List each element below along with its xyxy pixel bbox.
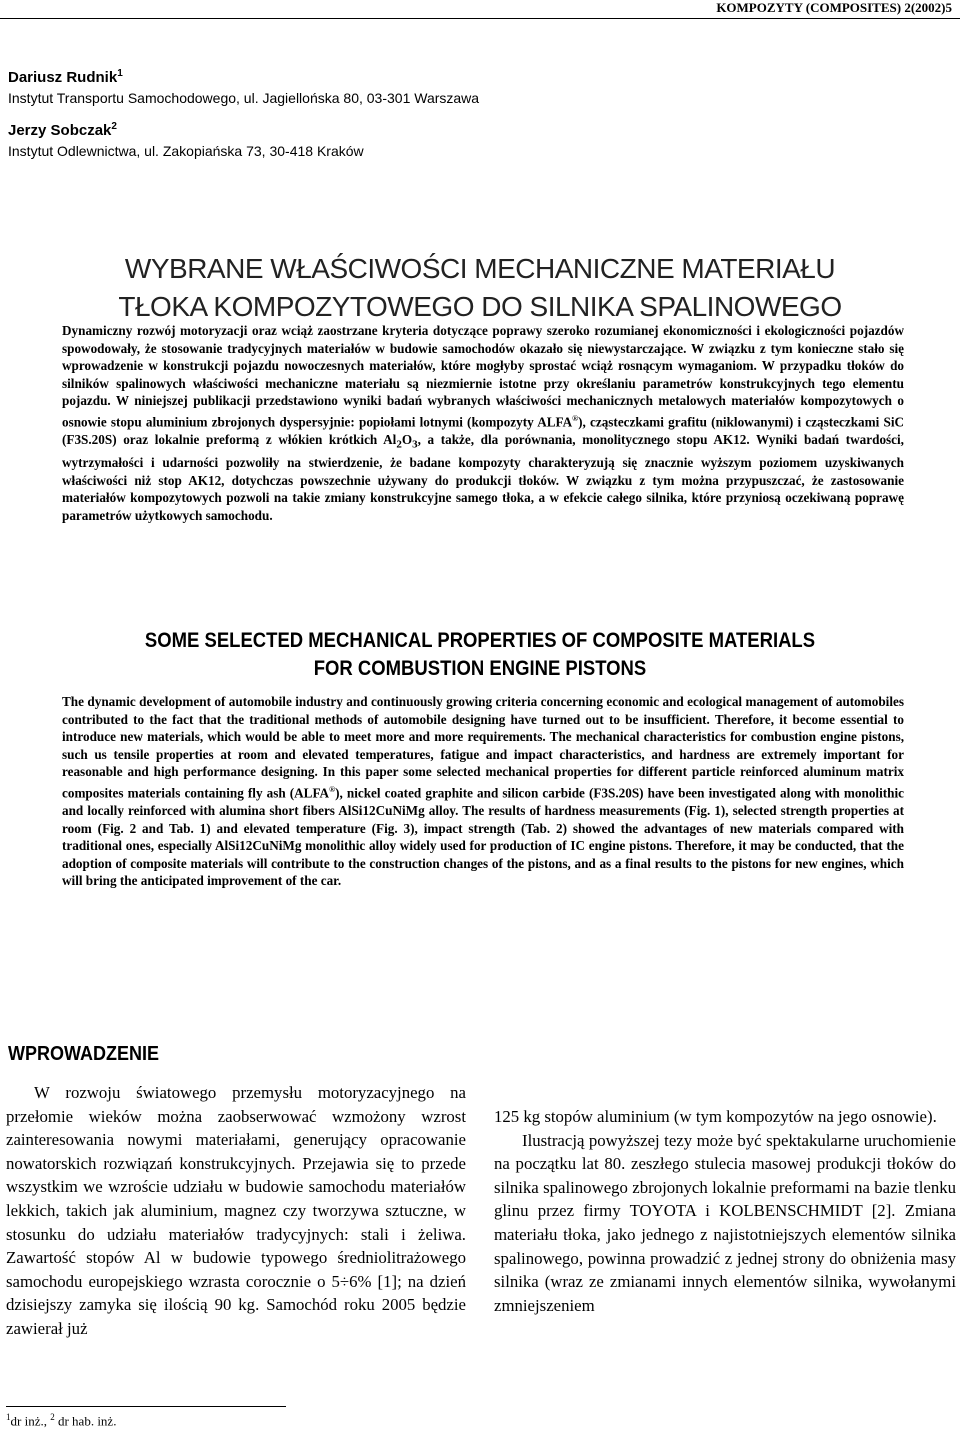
footnote-rule [6, 1406, 286, 1407]
paragraph: W rozwoju światowego przemysłu motoryzacyjnego na przełomie wieków można zaobserwować wzmożony wzrost zainteresowania nowymi materiałami, generujący opracowanie nowatorskich rozwiązań konstrukcyjnych. Przejawia się to przede wszystkim we wzroście udziału w budowie samochodu materiałów lekkich, takich jak aluminium, magnez czy tworzywa sztuczne, w stosunku do udziału materiałów tradycyjnych: stali i żeliwa. Zawartość stopów Al w budowie typowego średniolitrażowego samochodu europejskiego wzrasta corocznie o 5÷6% [1]; na dzień dzisiejszy zamyka się ilością 90 kg. Samochód roku 2005 będzie zawierał już [6, 1083, 466, 1338]
authors-block [8, 64, 479, 170]
polish-abstract: Dynamiczny rozwój motoryzacji oraz wciąż zaostrzane kryteria dotyczące poprawy szeroko rozumianej ekonomiczności i ekologiczności pojazdów spowodowały, że stosowanie tradycyjnych materiałów w budowie samochodów okazało się niewystarczające. W związku z tym konieczne stało się wprowadzenie w konstrukcji pojazdu nowoczesnych materiałów, które mogłyby sprostać wciąż rosnącym wymaganiom. W przypadku tłoków do silników spalinowych właściwości mechaniczne materiału są niezmiernie istotne przy określaniu parametrów konstrukcyjnych tego elementu pojazdu. W niniejszej publikacji przedstawiono wyniki badań wybranych właściwości mechanicznych metalowych materiałów kompozytowych o osnowie stopu aluminium zbrojonych dyspersyjnie: popiołami lotnymi (kompozyty ALFA®), cząsteczkami grafitu (niklowanymi) i cząsteczkami SiC (F3S.20S) oraz lokalnie preformą z włókien krótkich $Al_2O_3$, a także, dla porównania, monolitycznego stopu AK12. Wyniki badań twardości, wytrzymałości i udarności pozwoliły na stwierdzenie, że badane kompozyty charakteryzują się znacznie wyższym poziomem uzyskiwanych właściwości niż stop AK12, dotychczas powszechnie używany do produkcji tłoków. W związku z tym można przypuszczać, że zastosowanie materiałów kompozytowych pozwoli na takie zmiany konstrukcyjne samego tłoka, a w efekcie całego silnika, które przyniosą oczekiwaną poprawę parametrów użytkowych samochodu. [62, 323, 905, 523]
polish-title-line-2: TŁOKA KOMPOZYTOWEGO DO SILNIKA SPALINOWEGO [118, 291, 842, 322]
english-title [67, 626, 893, 682]
author-name-2: Jerzy Sobczak$^2$ [8, 121, 117, 139]
author-affiliation-2: Instytut Odlewnictwa, ul. Zakopiańska 73, 30-418 Kraków [8, 143, 364, 159]
body-column-left [6, 1081, 466, 1341]
journal-header: KOMPOZYTY (COMPOSITES) 2(2002)5 [716, 0, 952, 15]
polish-title [0, 250, 960, 326]
section-heading: WPROWADZENIE [8, 1043, 160, 1065]
body-column-right [494, 1105, 956, 1317]
header-rule [0, 18, 960, 19]
english-abstract: The dynamic development of automobile industry and continuously growing criteria concerning economic and ecological management of automobiles contributed to the fact that the traditional methods of automobile designing have turned out to be insufficient. Therefore, it become essential to introduce new materials, which would be able to meet more and more requirements. The mechanical characteristics for combustion engine pistons, such us tensile properties at room and elevated temperatures, fatigue and impact characteristics, and hardness are extremely important for reasonable and high performance designing. In this paper some selected mechanical properties for different particle reinforced aluminum matrix composites materials containing fly ash (ALFA®), nickel coated graphite and silicon carbide (F3S.20S) have been investigated along with monolithic and locally reinforced with alumina short fibers AlSi12CuNiMg alloy. The results of hardness measurements (Fig. 1), selected strength properties at room (Fig. 2 and Tab. 1) and elevated temperature (Fig. 3), impact strength (Tab. 2) showed the advantages of new materials compared with traditional ones, especially AlSi12CuNiMg monolithic alloy widely used for production of IC engine pistons. Therefore, it may be conducted, that the adoption of composite materials will contribute to the construction changes of the pistons, and as a final results to the pistons for new engines, which will bring the anticipated improvement of the car. [62, 694, 905, 889]
author-name-1: Dariusz Rudnik$^1$ [8, 68, 123, 86]
english-title-line-1: SOME SELECTED MECHANICAL PROPERTIES OF COMPOSITE MATERIALS [144, 628, 816, 652]
paragraph: 125 kg stopów aluminium (w tym kompozytów na jego osnowie). [494, 1107, 937, 1126]
author-affiliation-1: Instytut Transportu Samochodowego, ul. Jagiellońska 80, 03-301 Warszawa [8, 90, 480, 106]
polish-title-line-1: WYBRANE WŁAŚCIWOŚCI MECHANICZNE MATERIAŁU [124, 253, 836, 284]
footnote: $^1$dr inż., $^2$ dr hab. inż. [6, 1412, 117, 1429]
english-title-line-2: FOR COMBUSTION ENGINE PISTONS [313, 656, 647, 680]
paragraph: Ilustracją powyższej tezy może być spektakularne uruchomienie na początku lat 80. zeszłego stulecia masowej produkcji tłoków do silnika spalinowego zbrojonych lokalnie preformami na bazie tlenku glinu przez firmy TOYOTA i KOLBENSCHMIDT [2]. Zmiana materiału tłoka, jako jednego z najistotniejszych elementów silnika spalinowego, powinna prowadzić z jednej strony do obniżenia masy silnika (wraz ze zmianami innych elementów silnika, wywołanymi zmniejszeniem [494, 1130, 956, 1315]
